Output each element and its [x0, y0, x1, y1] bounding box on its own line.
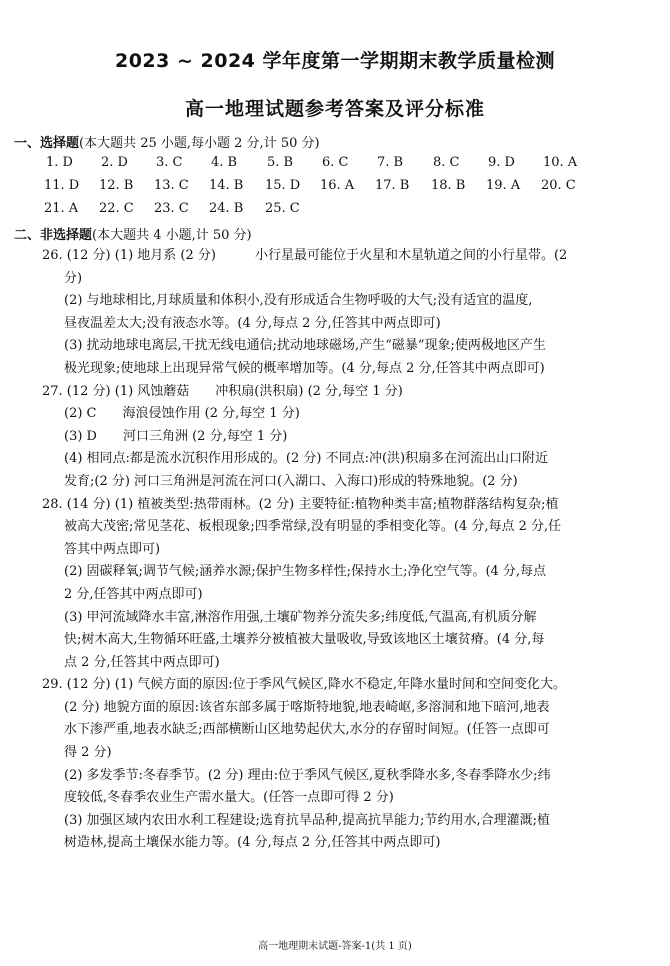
mc-answer: 15. D [265, 178, 301, 193]
section2-note: (本大题共 4 小题,计 50 分) [92, 228, 252, 243]
mc-answer: 18. B [431, 178, 466, 193]
mc-answer: 4. B [211, 155, 238, 170]
mc-answer: 7. B [377, 155, 404, 170]
mc-answer: 2. D [101, 155, 128, 170]
q27-line: (2) C 海浪侵蚀作用 (2 分,每空 1 分) [64, 406, 300, 422]
q26-line: (2) 与地球相比,月球质量和体积小,没有形成适合生物呼吸的大气;没有适宜的温度, [64, 293, 533, 309]
q27-line: (3) D 河口三角洲 (2 分,每空 1 分) [64, 428, 288, 444]
non-choice-answers [42, 245, 658, 855]
q26-line: 极光现象;使地球上出现异常气候的概率增加等。(4 分,每点 2 分,任答其中两点即可) [64, 360, 545, 376]
mc-answer: 10. A [543, 155, 578, 170]
mc-answer: 21. A [44, 201, 79, 216]
mc-answer: 13. C [154, 178, 189, 193]
q28-line: 答其中两点即可) [64, 541, 161, 557]
q29-line: 水下渗严重,地表水缺乏;西部横断山区地势起伏大,水分的存留时间短。(任答一点即可 [64, 722, 550, 738]
section1-note: (本大题共 25 小题,每小题 2 分,计 50 分) [79, 136, 320, 151]
mc-answer: 24. B [209, 201, 244, 216]
q27-line: 发育;(2 分) 河口三角洲是河流在河口(入湖口、入海口)形成的特殊地貌。(2 分) [64, 473, 518, 489]
q27-line: (4) 相同点:都是流水沉积作用形成的。(2 分) 不同点:冲(洪)积扇多在河流出山口附近 [64, 451, 549, 467]
q29-line: (2) 多发季节:冬春季节。(2 分) 理由:位于季风气候区,夏秋季降水多,冬春季降水少;纬 [64, 767, 551, 783]
mc-answer: 14. B [209, 178, 244, 193]
mc-answer: 6. C [322, 155, 349, 170]
section2-heading [14, 224, 252, 243]
mc-answer: 16. A [320, 178, 355, 193]
q26-line: (3) 扰动地球电离层,干扰无线电通信;扰动地球磁场,产生“磁暴”现象;使两极地区产生 [64, 338, 546, 354]
q29-line: 29. (12 分) (1) 气候方面的原因:位于季风气候区,降水不稳定,年降水量时间和空间变化大。 [42, 677, 566, 693]
q26-line: 昼夜温差太大;没有液态水等。(4 分,每点 2 分,任答其中两点即可) [64, 315, 441, 331]
mc-answer: 1. D [46, 155, 73, 170]
mc-answer: 23. C [154, 201, 189, 216]
mc-answer: 9. D [488, 155, 515, 170]
q29-line: 度较低,冬春季农业生产需水量大。(任答一点即可得 2 分) [64, 790, 394, 806]
mc-answer: 8. C [433, 155, 460, 170]
answer-key-title: 高一地理试题参考答案及评分标准 [184, 98, 485, 120]
q28-line: 28. (14 分) (1) 植被类型:热带雨林。(2 分) 主要特征:植物种类丰富;植物群落结构复杂;植 [42, 496, 559, 512]
q28-line: 2 分,任答其中两点即可) [64, 586, 203, 602]
q28-line: 点 2 分,任答其中两点即可) [64, 654, 220, 670]
page-footer: 高一地理期末试题-答案-1(共 1 页) [258, 941, 412, 952]
q29-line: (2 分) 地貌方面的原因:该省东部多属于喀斯特地貌,地表崎岖,多溶洞和地下暗河,地表 [64, 699, 550, 715]
q29-line: (3) 加强区域内农田水利工程建设;选育抗旱品种,提高抗旱能力;节约用水,合理灌溉;植 [64, 812, 550, 828]
q29-line: 得 2 分) [64, 745, 112, 761]
q28-line: 被高大茂密;常见茎花、板根现象;四季常绿,没有明显的季相变化等。(4 分,每点 2 分,任 [64, 519, 562, 535]
q27-line: 27. (12 分) (1) 风蚀蘑菇 冲积扇(洪积扇) (2 分,每空 1 分) [42, 383, 403, 399]
mc-answer: 19. A [486, 178, 521, 193]
mc-answer: 17. B [375, 178, 410, 193]
section2-label: 二、非选择题 [14, 228, 93, 243]
q28-line: 快;树木高大,生物循环旺盛,土壤养分被植被大量吸收,导致该地区土壤贫瘠。(4 分,每 [64, 632, 545, 648]
mc-answer: 20. C [541, 178, 576, 193]
section1-heading [14, 132, 320, 151]
exam-title: 2023 ~ 2024 学年度第一学期期末教学质量检测 [114, 50, 556, 72]
q29-line: 树造林,提高土壤保水能力等。(4 分,每点 2 分,任答其中两点即可) [64, 835, 441, 851]
mc-answer: 22. C [99, 201, 134, 216]
mc-answer: 11. D [44, 178, 80, 193]
mc-answer: 5. B [267, 155, 294, 170]
mc-answer: 3. C [156, 155, 183, 170]
q28-line: (2) 固碳释氧;调节气候;涵养水源;保护生物多样性;保持水土;净化空气等。(4 分,每点 [64, 564, 547, 580]
q26-line: 26. (12 分) (1) 地月系 (2 分) 小行星最可能位于火星和木星轨道之间的小行星带。(2 [42, 248, 568, 263]
mc-answer: 12. B [99, 178, 134, 193]
section1-label: 一、选择题 [14, 136, 80, 151]
q28-line: (3) 甲河流域降水丰富,淋溶作用强,土壤矿物养分流失多;纬度低,气温高,有机质分解 [64, 609, 537, 625]
q26-line: 分) [64, 270, 83, 286]
mc-answer: 25. C [265, 201, 300, 216]
